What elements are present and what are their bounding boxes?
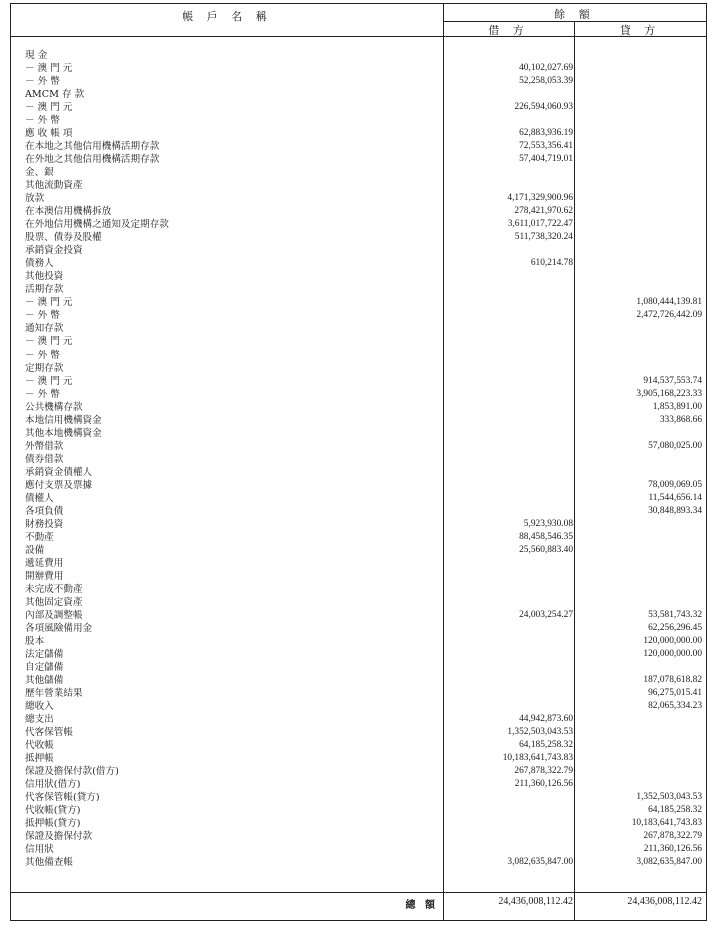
account-name: 法定儲備: [25, 648, 64, 660]
credit-amount: 187,078,618.82: [643, 675, 702, 685]
table-row: [11, 492, 708, 505]
table-row: [11, 231, 708, 244]
debit-header: 借 方: [488, 24, 529, 37]
account-name: 其他流動資產: [25, 180, 83, 192]
account-name: 開辦費用: [25, 570, 64, 582]
table-row: [11, 479, 708, 492]
debit-amount: 10,183,641,743.83: [502, 753, 573, 764]
account-name: 代收帳: [25, 740, 54, 752]
table-row: [11, 153, 708, 166]
total-label: 總 額: [405, 900, 438, 911]
credit-amount: 3,082,635,847.00: [636, 857, 702, 868]
account-name: 活期存款: [25, 284, 64, 296]
credit-amount: 96,275,015.41: [648, 688, 702, 698]
table-row: [11, 765, 708, 778]
table-row: [11, 322, 708, 335]
table-row: [11, 205, 708, 218]
table-row: [11, 570, 708, 583]
debit-amount: 3,082,635,847.00: [507, 857, 573, 868]
table-row: [11, 648, 708, 661]
debit-amount: 25,560,883.40: [519, 544, 573, 555]
table-row: [11, 830, 708, 843]
account-name: 債券借款: [25, 453, 64, 465]
table-row: [11, 440, 708, 453]
total-debit: 24,436,008,112.42: [498, 896, 573, 907]
account-name: 遞延費用: [25, 557, 64, 569]
table-row: [11, 752, 708, 765]
account-name: AMCM 存 款: [25, 89, 85, 101]
debit-amount: 52,258,053.39: [519, 76, 573, 86]
credit-amount: 53,581,743.32: [648, 609, 702, 620]
trial-balance-table: [10, 3, 707, 921]
account-name: 總支出: [25, 714, 54, 725]
debit-amount: 1,352,503,043.53: [507, 727, 573, 737]
credit-amount: 3,905,168,223.33: [636, 388, 702, 399]
credit-amount: 10,183,641,743.83: [631, 818, 702, 829]
account-name-header: 帳 戶 名 稱: [182, 10, 272, 23]
account-name: 財務投資: [25, 518, 64, 530]
table-row: [11, 140, 708, 153]
debit-amount: 40,102,027.69: [519, 63, 573, 73]
account-name: 各項負債: [25, 505, 64, 517]
account-name: 在本地之其他信用機構活期存款: [25, 141, 160, 153]
account-name: － 外 幣: [25, 310, 60, 322]
table-row: [11, 296, 708, 309]
account-name: 其他投資: [25, 271, 64, 283]
account-name: 現 金: [25, 50, 48, 61]
account-name: 債務人: [25, 258, 54, 270]
account-name: 其他固定資產: [25, 596, 83, 608]
table-row: [11, 544, 708, 557]
account-name: 在本澳信用機構拆放: [25, 206, 112, 218]
table-row: [11, 739, 708, 752]
account-name: 股票、債券及股權: [25, 232, 102, 244]
table-row: [11, 843, 708, 856]
account-name: 放款: [25, 193, 45, 205]
account-name: 債權人: [25, 492, 54, 504]
debit-amount: 44,942,873.60: [519, 714, 573, 724]
table-row: [11, 635, 708, 648]
credit-amount: 120,000,000.00: [643, 648, 702, 659]
table-row: [11, 557, 708, 570]
account-name: 信用狀(借方): [25, 779, 81, 791]
account-name: 承銷資金投資: [25, 245, 83, 257]
credit-amount: 57,080,025.00: [648, 440, 702, 451]
table-row: [11, 114, 708, 127]
credit-amount: 914,537,553.74: [643, 375, 702, 386]
account-name: 本地信用機構資金: [25, 414, 102, 426]
account-name: － 澳 門 元: [25, 297, 73, 309]
table-row: [11, 804, 708, 817]
account-name: 設備: [25, 544, 45, 556]
table-row: [11, 88, 708, 101]
table-row: [11, 817, 708, 830]
account-name: 保證及擔保付款: [25, 831, 93, 843]
table-row: [11, 713, 708, 726]
table-row: [11, 518, 708, 531]
account-name: － 澳 門 元: [25, 375, 73, 387]
account-name: 內部及調整帳: [25, 609, 83, 621]
credit-amount: 11,544,656.14: [648, 492, 702, 503]
table-row: [11, 791, 708, 804]
credit-amount: 30,848,893.34: [648, 505, 702, 516]
account-name: 應付支票及票據: [25, 479, 93, 491]
account-name: 在外地之其他信用機構活期存款: [25, 154, 160, 166]
total-rule: [11, 892, 706, 893]
table-row: [11, 101, 708, 114]
table-row: [11, 49, 708, 62]
debit-amount: 72,553,356.41: [519, 141, 573, 152]
account-name: 各項風險備用金: [25, 622, 93, 634]
credit-amount: 82,065,334.23: [648, 701, 702, 711]
account-name: 應 收 帳 項: [25, 128, 73, 140]
table-row: [11, 596, 708, 609]
account-name: 在外地信用機構之通知及定期存款: [25, 219, 169, 231]
table-row: [11, 218, 708, 231]
account-name: － 外 幣: [25, 115, 60, 127]
table-row: [11, 375, 708, 388]
table-row: [11, 674, 708, 687]
table-row: [11, 622, 708, 635]
debit-amount: 211,360,126.56: [514, 779, 573, 790]
account-name: 其他備查帳: [25, 857, 73, 869]
debit-amount: 24,003,254.27: [519, 609, 573, 620]
table-row: [11, 466, 708, 479]
table-row: [11, 270, 708, 283]
account-name: － 外 幣: [25, 76, 60, 87]
table-row: [11, 687, 708, 700]
table-row: [11, 388, 708, 401]
table-row: [11, 257, 708, 270]
table-row: [11, 856, 708, 869]
table-row: [11, 531, 708, 544]
table-row: [11, 414, 708, 427]
table-row: [11, 778, 708, 791]
table-row: [11, 309, 708, 322]
account-name: 歷年營業結果: [25, 688, 83, 699]
credit-amount: 267,878,322.79: [643, 831, 702, 842]
account-name: 代客保管帳: [25, 727, 73, 738]
table-row: [11, 661, 708, 674]
account-name: 保證及擔保付款(借方): [25, 766, 119, 778]
table-row: [11, 192, 708, 205]
account-name: 總收入: [25, 701, 54, 712]
table-row: [11, 349, 708, 362]
table-row: [11, 583, 708, 596]
credit-amount: 78,009,069.05: [648, 479, 702, 490]
account-name: 股本: [25, 635, 45, 647]
debit-amount: 62,883,936.19: [519, 128, 573, 139]
account-name: 金、銀: [25, 167, 54, 179]
account-name: 外幣借款: [25, 440, 64, 452]
table-row: [11, 362, 708, 375]
account-name: － 澳 門 元: [25, 336, 73, 348]
debit-amount: 5,923,930.08: [523, 518, 573, 529]
debit-amount: 4,171,329,900.96: [507, 193, 573, 204]
credit-amount: 1,352,503,043.53: [636, 792, 702, 803]
credit-amount: 211,360,126.56: [643, 844, 702, 855]
table-row: [11, 453, 708, 466]
table-row: [11, 700, 708, 713]
account-name: 自定儲備: [25, 661, 64, 673]
table-row: [11, 283, 708, 296]
account-name: 其他本地機構資金: [25, 427, 102, 439]
account-name: 其他儲備: [25, 675, 64, 686]
debit-amount: 64,185,258.32: [519, 740, 573, 751]
table-row: [11, 127, 708, 140]
account-name: 抵押帳: [25, 753, 54, 765]
table-row: [11, 335, 708, 348]
table-row: [11, 726, 708, 739]
debit-amount: 511,738,320.24: [514, 232, 573, 243]
account-name: 定期存款: [25, 362, 64, 374]
table-row: [11, 62, 708, 75]
account-name: 代客保管帳(貸方): [25, 792, 100, 804]
table-row: [11, 505, 708, 518]
table-row: [11, 166, 708, 179]
account-name: 不動產: [25, 531, 54, 543]
account-name: － 澳 門 元: [25, 102, 73, 114]
debit-amount: 267,878,322.79: [514, 766, 573, 777]
table-row: [11, 427, 708, 440]
total-credit: 24,436,008,112.42: [627, 896, 702, 907]
debit-amount: 610,214.78: [530, 258, 573, 269]
debit-amount: 3,611,017,722.47: [507, 219, 573, 230]
table-row: [11, 179, 708, 192]
table-row: [11, 244, 708, 257]
credit-amount: 120,000,000.00: [643, 635, 702, 646]
account-name: 未完成不動產: [25, 583, 83, 595]
credit-amount: 62,256,296.45: [648, 622, 702, 633]
table-row: [11, 75, 708, 88]
debit-amount: 88,458,546.35: [519, 531, 573, 542]
debit-amount: 278,421,970.62: [514, 206, 573, 217]
credit-amount: 333,868.66: [659, 414, 702, 425]
balance-header: 餘 額: [554, 8, 595, 21]
credit-amount: 1,853,891.00: [652, 401, 702, 412]
account-name: 信用狀: [25, 844, 54, 856]
account-name: 通知存款: [25, 323, 64, 335]
credit-amount: 1,080,444,139.81: [636, 297, 702, 308]
debit-amount: 57,404,719.01: [519, 154, 573, 165]
debit-amount: 226,594,060.93: [514, 102, 573, 113]
account-name: 承銷資金債權人: [25, 466, 93, 478]
account-name: 公共機構存款: [25, 401, 83, 413]
credit-header: 貸 方: [619, 24, 661, 37]
account-name: － 外 幣: [25, 349, 60, 361]
table-row: [11, 609, 708, 622]
account-name: 代收帳(貸方): [25, 805, 81, 817]
table-row: [11, 401, 708, 414]
credit-amount: 64,185,258.32: [648, 805, 702, 816]
credit-amount: 2,472,726,442.09: [636, 310, 702, 321]
account-name: － 外 幣: [25, 388, 60, 400]
account-name: 抵押帳(貸方): [25, 818, 81, 830]
account-name: － 澳 門 元: [25, 63, 73, 74]
